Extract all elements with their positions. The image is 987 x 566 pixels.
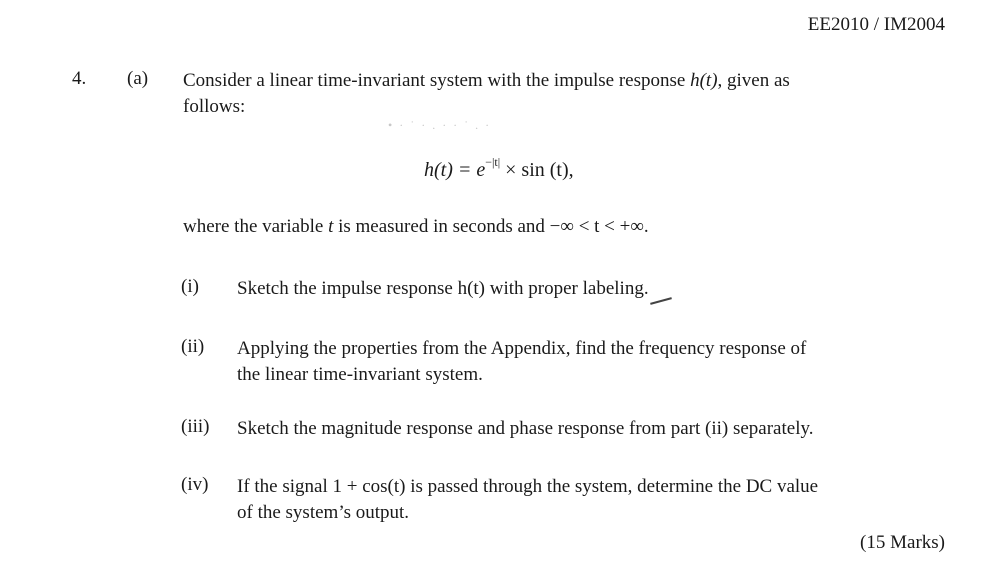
question-number: 4.: [72, 68, 87, 89]
question-part-label: (a): [127, 68, 149, 89]
subpart-line: If the signal 1 + cos(t) is passed through the system, determine the DC value: [237, 476, 819, 497]
pen-tick-mark: [650, 297, 672, 305]
intro-line-2: follows:: [183, 96, 246, 117]
variable-definition: [183, 216, 649, 238]
subpart-label-ii: (ii): [181, 336, 205, 357]
course-code-header: EE2010 / IM2004: [807, 14, 945, 35]
intro-function: h(t): [690, 70, 718, 91]
intro-text-post: , given as: [717, 70, 790, 91]
where-text: where the variable: [183, 216, 329, 237]
subpart-line: Sketch the magnitude response and phase response from part (ii) separately.: [237, 418, 814, 439]
subpart-text-iv: [237, 474, 818, 526]
formula-rhs: × sin (t),: [500, 159, 574, 181]
intro-text: Consider a linear time-invariant system with the impulse response: [183, 70, 691, 91]
marks-label: (15 Marks): [860, 532, 945, 553]
formula-exponent: −|t|: [485, 155, 501, 169]
where-variable: t: [328, 216, 334, 237]
subpart-text-ii: [237, 336, 806, 388]
subpart-label-i: (i): [181, 276, 199, 297]
subpart-text-i: [237, 276, 649, 302]
faint-scribble-mark: • · ˙ · . · · ˙ . ·: [388, 118, 492, 132]
subpart-label-iv: (iv): [181, 474, 209, 495]
subpart-line: Applying the properties from the Appendix, find the frequency response of: [237, 338, 807, 359]
question-intro: [183, 68, 790, 120]
formula-lhs: h(t) = e: [424, 159, 486, 181]
subpart-text-iii: [237, 416, 814, 442]
subpart-label-iii: (iii): [181, 416, 210, 437]
subpart-line: Sketch the impulse response h(t) with proper labeling.: [237, 278, 649, 299]
subpart-line: of the system’s output.: [237, 502, 410, 523]
impulse-response-formula: [424, 155, 574, 182]
where-text-post: is measured in seconds and −∞ < t < +∞.: [333, 216, 649, 237]
intro-line-1: [183, 68, 790, 94]
subpart-line: the linear time-invariant system.: [237, 364, 483, 385]
